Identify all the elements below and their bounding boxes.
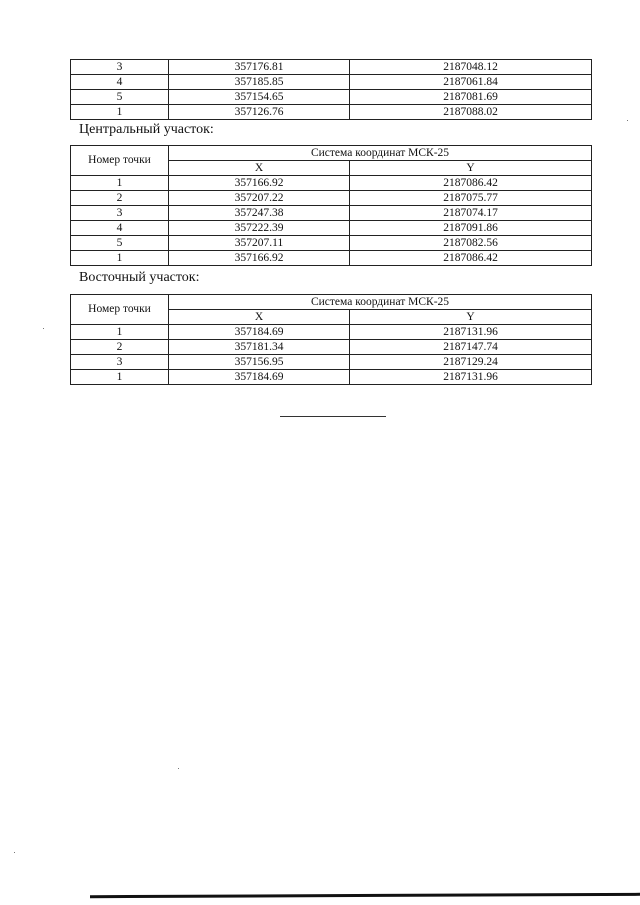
point-number-cell: 1 <box>71 251 169 266</box>
table-row <box>71 206 592 221</box>
eastern-section-title: Восточный участок: <box>79 270 200 285</box>
x-coordinate-cell: 357166.92 <box>169 251 350 266</box>
table-row <box>71 176 592 191</box>
y-coordinate-cell: 2187131.96 <box>350 370 592 385</box>
y-coordinate-cell: 2187088.02 <box>350 105 592 120</box>
y-coordinate-cell: 2187131.96 <box>350 325 592 340</box>
table-row <box>71 355 592 370</box>
scan-speck <box>43 328 44 329</box>
point-number-header: Номер точки <box>71 295 169 325</box>
x-coordinate-cell: 357247.38 <box>169 206 350 221</box>
y-coordinate-cell: 2187086.42 <box>350 176 592 191</box>
y-coordinate-cell: 2187081.69 <box>350 90 592 105</box>
table-header-row <box>71 146 592 161</box>
point-number-cell: 2 <box>71 191 169 206</box>
point-number-cell: 3 <box>71 355 169 370</box>
table-row <box>71 325 592 340</box>
x-coordinate-cell: 357207.22 <box>169 191 350 206</box>
y-coordinate-cell: 2187086.42 <box>350 251 592 266</box>
end-separator-line <box>280 416 386 417</box>
x-coordinate-cell: 357154.65 <box>169 90 350 105</box>
point-number-cell: 1 <box>71 325 169 340</box>
y-coordinate-cell: 2187048.12 <box>350 60 592 75</box>
y-coordinate-cell: 2187074.17 <box>350 206 592 221</box>
y-column-header: Y <box>350 161 592 176</box>
y-coordinate-cell: 2187147.74 <box>350 340 592 355</box>
point-number-cell: 3 <box>71 60 169 75</box>
x-column-header: X <box>169 161 350 176</box>
table-row <box>71 370 592 385</box>
coordinate-system-header: Система координат МСК-25 <box>169 295 592 310</box>
coordinate-system-header: Система координат МСК-25 <box>169 146 592 161</box>
x-coordinate-cell: 357126.76 <box>169 105 350 120</box>
x-column-header: X <box>169 310 350 325</box>
top-coordinates-table <box>70 59 592 120</box>
point-number-cell: 4 <box>71 221 169 236</box>
x-coordinate-cell: 357176.81 <box>169 60 350 75</box>
x-coordinate-cell: 357181.34 <box>169 340 350 355</box>
scan-speck <box>627 120 628 121</box>
point-number-cell: 5 <box>71 90 169 105</box>
x-coordinate-cell: 357156.95 <box>169 355 350 370</box>
scan-speck <box>178 768 179 769</box>
x-coordinate-cell: 357207.11 <box>169 236 350 251</box>
table-header-row <box>71 295 592 310</box>
point-number-cell: 1 <box>71 370 169 385</box>
x-coordinate-cell: 357184.69 <box>169 370 350 385</box>
point-number-cell: 1 <box>71 105 169 120</box>
y-coordinate-cell: 2187075.77 <box>350 191 592 206</box>
table-row <box>71 75 592 90</box>
y-coordinate-cell: 2187091.86 <box>350 221 592 236</box>
y-coordinate-cell: 2187061.84 <box>350 75 592 90</box>
table-row <box>71 236 592 251</box>
point-number-header: Номер точки <box>71 146 169 176</box>
y-coordinate-cell: 2187082.56 <box>350 236 592 251</box>
x-coordinate-cell: 357185.85 <box>169 75 350 90</box>
table-row <box>71 60 592 75</box>
point-number-cell: 5 <box>71 236 169 251</box>
table-row <box>71 221 592 236</box>
x-coordinate-cell: 357184.69 <box>169 325 350 340</box>
y-coordinate-cell: 2187129.24 <box>350 355 592 370</box>
table-row <box>71 251 592 266</box>
x-coordinate-cell: 357222.39 <box>169 221 350 236</box>
x-coordinate-cell: 357166.92 <box>169 176 350 191</box>
point-number-cell: 4 <box>71 75 169 90</box>
table-row <box>71 340 592 355</box>
y-column-header: Y <box>350 310 592 325</box>
point-number-cell: 1 <box>71 176 169 191</box>
point-number-cell: 2 <box>71 340 169 355</box>
scan-speck <box>14 852 15 853</box>
scan-edge-bar <box>90 893 640 898</box>
eastern-coordinates-table <box>70 294 592 385</box>
table-row <box>71 105 592 120</box>
table-row <box>71 191 592 206</box>
table-row <box>71 90 592 105</box>
central-coordinates-table <box>70 145 592 266</box>
central-section-title: Центральный участок: <box>79 122 214 137</box>
point-number-cell: 3 <box>71 206 169 221</box>
